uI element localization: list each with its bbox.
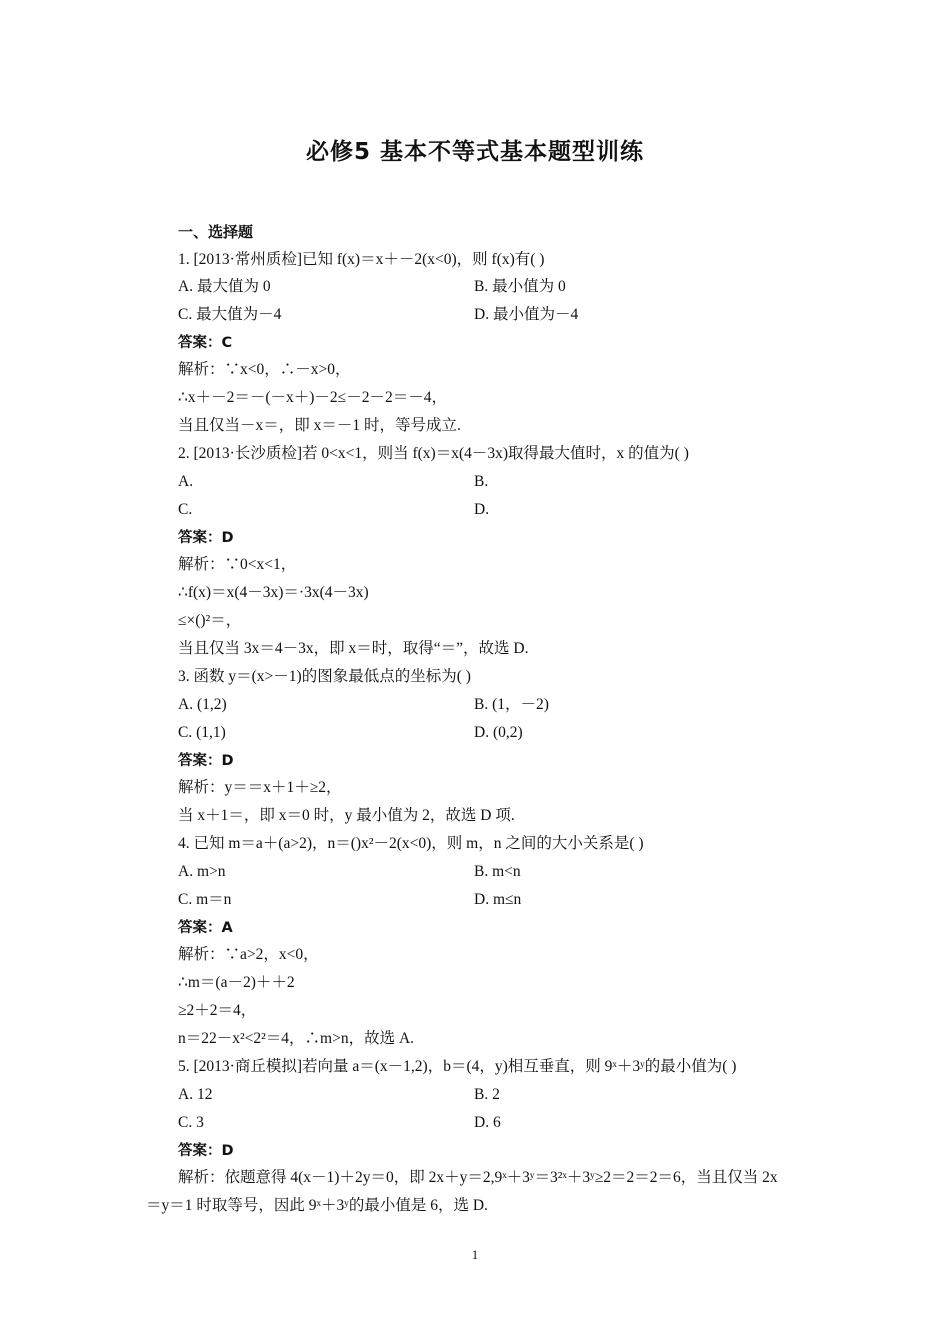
q3-option-a: A. (1,2) — [178, 696, 227, 713]
q2-option-d: D. — [474, 501, 490, 518]
q4-option-d: D. m≤n — [474, 891, 522, 908]
q2-option-b: B. — [474, 473, 489, 490]
q1-solution-3: 当且仅当－x＝，即 x＝－1 时，等号成立. — [178, 417, 461, 434]
q2-answer: 答案：D — [178, 530, 234, 546]
q4-answer: 答案：A — [178, 920, 233, 936]
q4-solution-1: 解析：∵a>2，x<0， — [178, 946, 319, 963]
q5-answer: 答案：D — [178, 1143, 234, 1159]
q5-option-d: D. 6 — [474, 1114, 501, 1131]
page-title: 必修5 基本不等式基本题型训练 — [305, 139, 644, 165]
q2-solution-1: 解析：∵0<x<1， — [178, 556, 297, 573]
question-3: 3. 函数 y＝(x>－1)的图象最低点的坐标为( ) — [178, 668, 471, 685]
question-2: 2. [2013·长沙质检]若 0<x<1，则当 f(x)＝x(4－3x)取得最大值时，x 的值为( ) — [178, 445, 689, 462]
q3-option-c: C. (1,1) — [178, 724, 226, 741]
q4-solution-2: ∴m＝(a－2)＋＋2 — [178, 974, 295, 991]
question-5: 5. [2013·商丘模拟]若向量 a＝(x－1,2)，b＝(4，y)相互垂直，则 9ˣ＋3ʸ的最小值为( ) — [178, 1058, 737, 1075]
q3-option-b: B. (1，－2) — [474, 696, 549, 713]
q1-option-b: B. 最小值为 0 — [474, 278, 566, 295]
q2-option-a: A. — [178, 473, 194, 490]
q4-solution-3: ≥2＋2＝4， — [178, 1002, 257, 1019]
q1-option-c: C. 最大值为－4 — [178, 306, 282, 323]
q3-solution-2: 当 x＋1＝，即 x＝0 时，y 最小值为 2，故选 D 项. — [178, 807, 515, 824]
q4-option-c: C. m＝n — [178, 891, 232, 908]
q2-solution-4: 当且仅当 3x＝4－3x，即 x＝时，取得“＝”，故选 D. — [178, 640, 529, 657]
q1-answer: 答案：C — [178, 335, 233, 351]
question-4: 4. 已知 m＝a＋(a>2)，n＝()x²－2(x<0)，则 m，n 之间的大小关系是( ) — [178, 835, 644, 852]
q4-option-b: B. m<n — [474, 863, 521, 880]
q2-solution-2: ∴f(x)＝x(4－3x)＝·3x(4－3x) — [178, 584, 369, 601]
q3-option-d: D. (0,2) — [474, 724, 523, 741]
page-number: 1 — [471, 1247, 479, 1262]
q5-solution-1: 解析：依题意得 4(x－1)＋2y＝0，即 2x＋y＝2,9ˣ＋3ʸ＝3²ˣ＋3ʸ≥2＝2＝2＝6，当且仅当 2x — [178, 1169, 778, 1186]
q1-solution-2: ∴x＋－2＝－(－x＋)－2≤－2－2＝－4， — [178, 389, 447, 406]
q2-solution-3: ≤×()²＝， — [178, 612, 242, 629]
q3-solution-1: 解析：y＝＝x＋1＋≥2， — [178, 779, 342, 796]
question-1: 1. [2013·常州质检]已知 f(x)＝x＋－2(x<0)，则 f(x)有( ) — [178, 251, 545, 268]
q5-solution-2: ＝y＝1 时取等号，因此 9ˣ＋3ʸ的最小值是 6，选 D. — [146, 1197, 488, 1214]
q1-solution-1: 解析：∵x<0，∴－x>0， — [178, 361, 351, 378]
q5-option-c: C. 3 — [178, 1114, 204, 1131]
q5-option-b: B. 2 — [474, 1086, 500, 1103]
q4-option-a: A. m>n — [178, 863, 226, 880]
q1-option-d: D. 最小值为－4 — [474, 306, 579, 323]
q3-answer: 答案：D — [178, 753, 234, 769]
q1-option-a: A. 最大值为 0 — [178, 278, 271, 295]
section-heading: 一、选择题 — [178, 223, 254, 241]
q2-option-c: C. — [178, 501, 193, 518]
q5-option-a: A. 12 — [178, 1086, 213, 1103]
q4-solution-4: n＝22－x²<2²＝4，∴m>n，故选 A. — [178, 1030, 415, 1047]
